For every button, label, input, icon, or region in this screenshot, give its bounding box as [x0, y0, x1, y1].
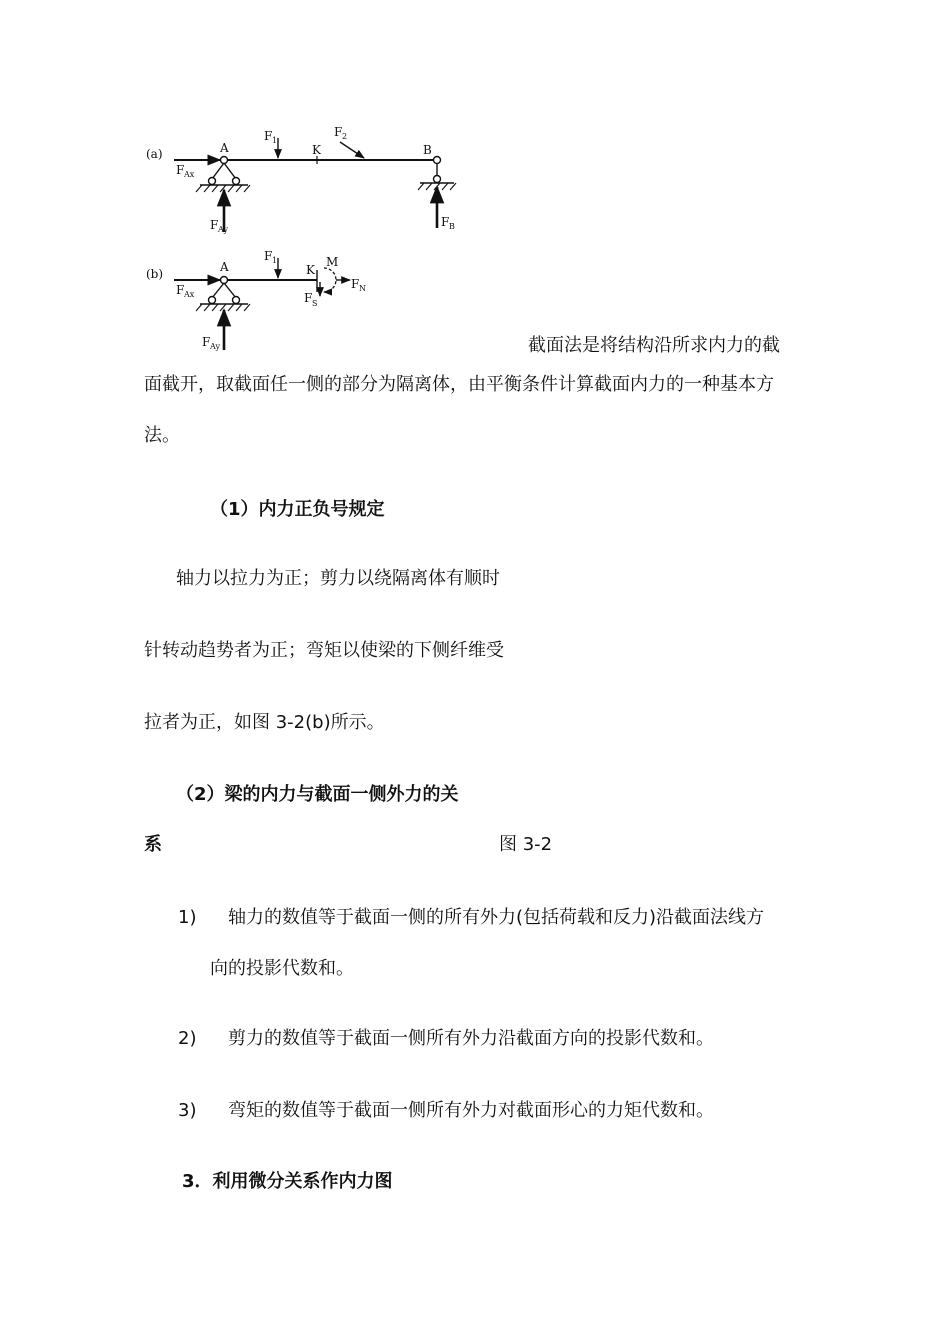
force-fax-sub: Ax	[184, 170, 195, 179]
list-item-1-number: 1)	[178, 907, 197, 928]
force-fax-sub-b: Ax	[184, 290, 195, 299]
list-item-3-text: 弯矩的数值等于截面一侧所有外力对截面形心的力矩代数和。	[228, 1100, 714, 1121]
force-f1-label-b: F	[264, 249, 273, 263]
force-fb-label: F	[441, 215, 450, 229]
force-f2-sub: 2	[342, 132, 348, 141]
diagram-panel-a	[146, 125, 456, 234]
intro-line-3: 法。	[144, 425, 180, 446]
list-item-3-number: 3)	[178, 1100, 197, 1121]
force-fn-label: F	[351, 277, 360, 291]
force-fay-label-b: F	[202, 335, 211, 349]
figure-3-2	[140, 120, 480, 355]
intro-line-2: 面截开，取截面任一侧的部分为隔离体，由平衡条件计算截面内力的一种基本方	[144, 374, 774, 395]
diagram-panel-b	[146, 249, 366, 351]
label-b: B	[423, 143, 432, 157]
roller-support-b	[418, 157, 456, 191]
moment-m-label: M	[326, 255, 339, 269]
force-f2-label: F	[334, 125, 343, 139]
force-fay-label: F	[210, 218, 219, 232]
label-k-b: K	[306, 263, 315, 277]
force-f1-label: F	[264, 129, 273, 143]
force-fb-sub: B	[449, 222, 455, 231]
list-item-1-text-cont: 向的投影代数和。	[210, 958, 354, 979]
figure-caption: 图 3-2	[499, 834, 553, 855]
force-fs-sub: S	[312, 299, 318, 308]
heading-relation-line-2: 系	[144, 834, 162, 855]
force-fn-sub: N	[359, 284, 366, 293]
force-f1-sub: 1	[272, 136, 278, 145]
moment-m-arrow	[324, 268, 336, 292]
pin-support-a-b	[196, 277, 250, 312]
label-a-b: A	[220, 260, 229, 274]
force-fs-label: F	[304, 291, 313, 305]
force-f1-sub-b: 1	[272, 256, 278, 265]
label-k: K	[312, 143, 321, 157]
heading-differential-relations: 3．利用微分关系作内力图	[182, 1171, 393, 1192]
list-item-2-text: 剪力的数值等于截面一侧所有外力沿截面方向的投影代数和。	[228, 1028, 714, 1049]
panel-a-label: (a)	[146, 147, 163, 161]
paragraph-line-2: 针转动趋势者为正；弯矩以使梁的下侧纤维受	[144, 640, 504, 661]
paragraph-line-3: 拉者为正，如图 3-2(b)所示。	[144, 712, 385, 733]
force-fay-sub-b: Ay	[210, 342, 220, 351]
list-item-1-text: 轴力的数值等于截面一侧的所有外力(包括荷载和反力)沿截面法线方	[228, 907, 765, 928]
panel-b-label: (b)	[146, 267, 164, 281]
list-item-2-number: 2)	[178, 1028, 197, 1049]
force-fax-label: F	[176, 163, 185, 177]
force-f2-arrow	[340, 142, 364, 158]
force-fax-label-b: F	[176, 283, 185, 297]
intro-line-1: 截面法是将结构沿所求内力的截	[528, 335, 780, 356]
force-fay-sub: Ay	[218, 225, 228, 234]
label-a: A	[220, 141, 229, 155]
heading-relation-line-1: （2）梁的内力与截面一侧外力的关	[176, 784, 459, 805]
heading-sign-convention: （1）内力正负号规定	[210, 499, 385, 520]
paragraph-line-1: 轴力以拉力为正；剪力以绕隔离体有顺时	[176, 568, 500, 589]
pin-support-a	[196, 157, 250, 193]
